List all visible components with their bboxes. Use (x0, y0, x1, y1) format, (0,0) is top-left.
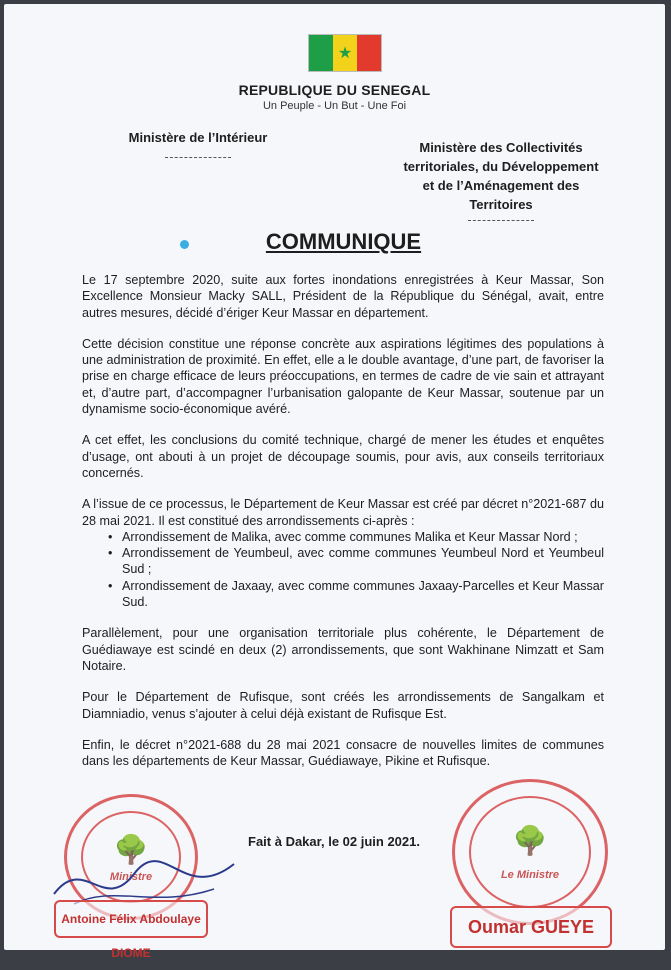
list-item: • Arrondissement de Yeumbeul, avec comme communes Yeumbeul Nord et Yeumbeul Sud ; (122, 545, 604, 578)
paragraph: Pour le Département de Rufisque, sont créés les arrondissements de Sangalkam et Diamniadio, venus s’ajouter à celui déjà existant de Rufisque Est. (82, 690, 604, 721)
document-title: COMMUNIQUE (265, 229, 422, 254)
arrondissement-list (82, 529, 604, 610)
republic-heading: REPUBLIQUE DU SENEGAL (238, 82, 431, 98)
divider (468, 220, 534, 221)
ministry-interior-label: Ministère de l’Intérieur (128, 130, 268, 145)
signatory-name-left: Antoine Félix Abdoulaye DIOME (54, 900, 208, 938)
divider (165, 157, 231, 158)
stamp-label: Ministre (109, 871, 153, 884)
place-and-date: Fait à Dakar, le 02 juin 2021. (248, 834, 420, 849)
paragraph: Parallèlement, pour une organisation territoriale plus cohérente, le Département de Guédiawaye est scindé en deux (2) arrondissements, que sont Wakhinane Nimzatt et Sam Notaire. (82, 626, 604, 673)
document-page (4, 4, 665, 960)
paragraph: A l’issue de ce processus, le Département de Keur Massar est créé par décret n°2021-687 du 28 mai 2021. Il est constitué des arrondissements ci-après : (82, 497, 604, 528)
paragraph: Enfin, le décret n°2021-688 du 28 mai 2021 consacre de nouvelles limites de communes dans les départements de Keur Massar, Guédiawaye, Pikine et Rufisque. (82, 737, 604, 769)
paragraph: Cette décision constitue une réponse concrète aux aspirations légitimes des populations à une administration de proximité. En effet, elle a le double avantage, d’une part, de favoriser la prise en charge efficace de leurs préoccupations, en termes de cadre de vie sain et attrayant et, d’autre part, d’accompagner l’urbanisation galopante de Keur Massar, soutenue par un dynamisme socio-économique avéré. (82, 336, 604, 417)
flag-red-band (357, 35, 381, 71)
list-item: • Arrondissement de Malika, avec comme communes Malika et Keur Massar Nord ; (122, 529, 604, 545)
ministry-territories-line: Ministère des Collectivités (419, 140, 583, 155)
paragraph: Le 17 septembre 2020, suite aux fortes inondations enregistrées à Keur Massar, Son Excellence Monsieur Macky SALL, Président de la République du Sénégal, avait, entre autres mesures, décidé d’ériger Keur Massar en département. (82, 273, 604, 320)
senegal-flag (308, 34, 382, 72)
star-icon: ★ (337, 45, 353, 62)
list-item: • Arrondissement de Jaxaay, avec comme communes Jaxaay-Parcelles et Keur Massar Sud. (122, 578, 604, 611)
baobab-icon: 🌳 (512, 825, 548, 856)
communique-body (82, 272, 604, 784)
official-stamp-right (452, 779, 608, 925)
national-motto: Un Peuple - Un But - Une Foi (262, 100, 407, 112)
ministry-territories (376, 138, 626, 221)
baobab-icon: 🌳 (113, 834, 149, 865)
ministry-interior (108, 130, 288, 158)
stamp-label: Le Ministre (500, 868, 560, 881)
ministry-territories-line: Territoires (469, 197, 533, 212)
ministry-territories-line: et de l’Aménagement des (422, 178, 580, 193)
signatory-name-right: Oumar GUEYE (450, 906, 612, 948)
flag-green-band (309, 35, 333, 71)
flag-yellow-band (333, 35, 357, 71)
paragraph: A cet effet, les conclusions du comité technique, chargé de mener les études et enquêtes d’usage, ont abouti à un projet de découpage soumis, pour avis, aux conseils territoriaux concernés. (82, 433, 604, 480)
ministry-territories-line: territoriales, du Développement (403, 159, 599, 174)
